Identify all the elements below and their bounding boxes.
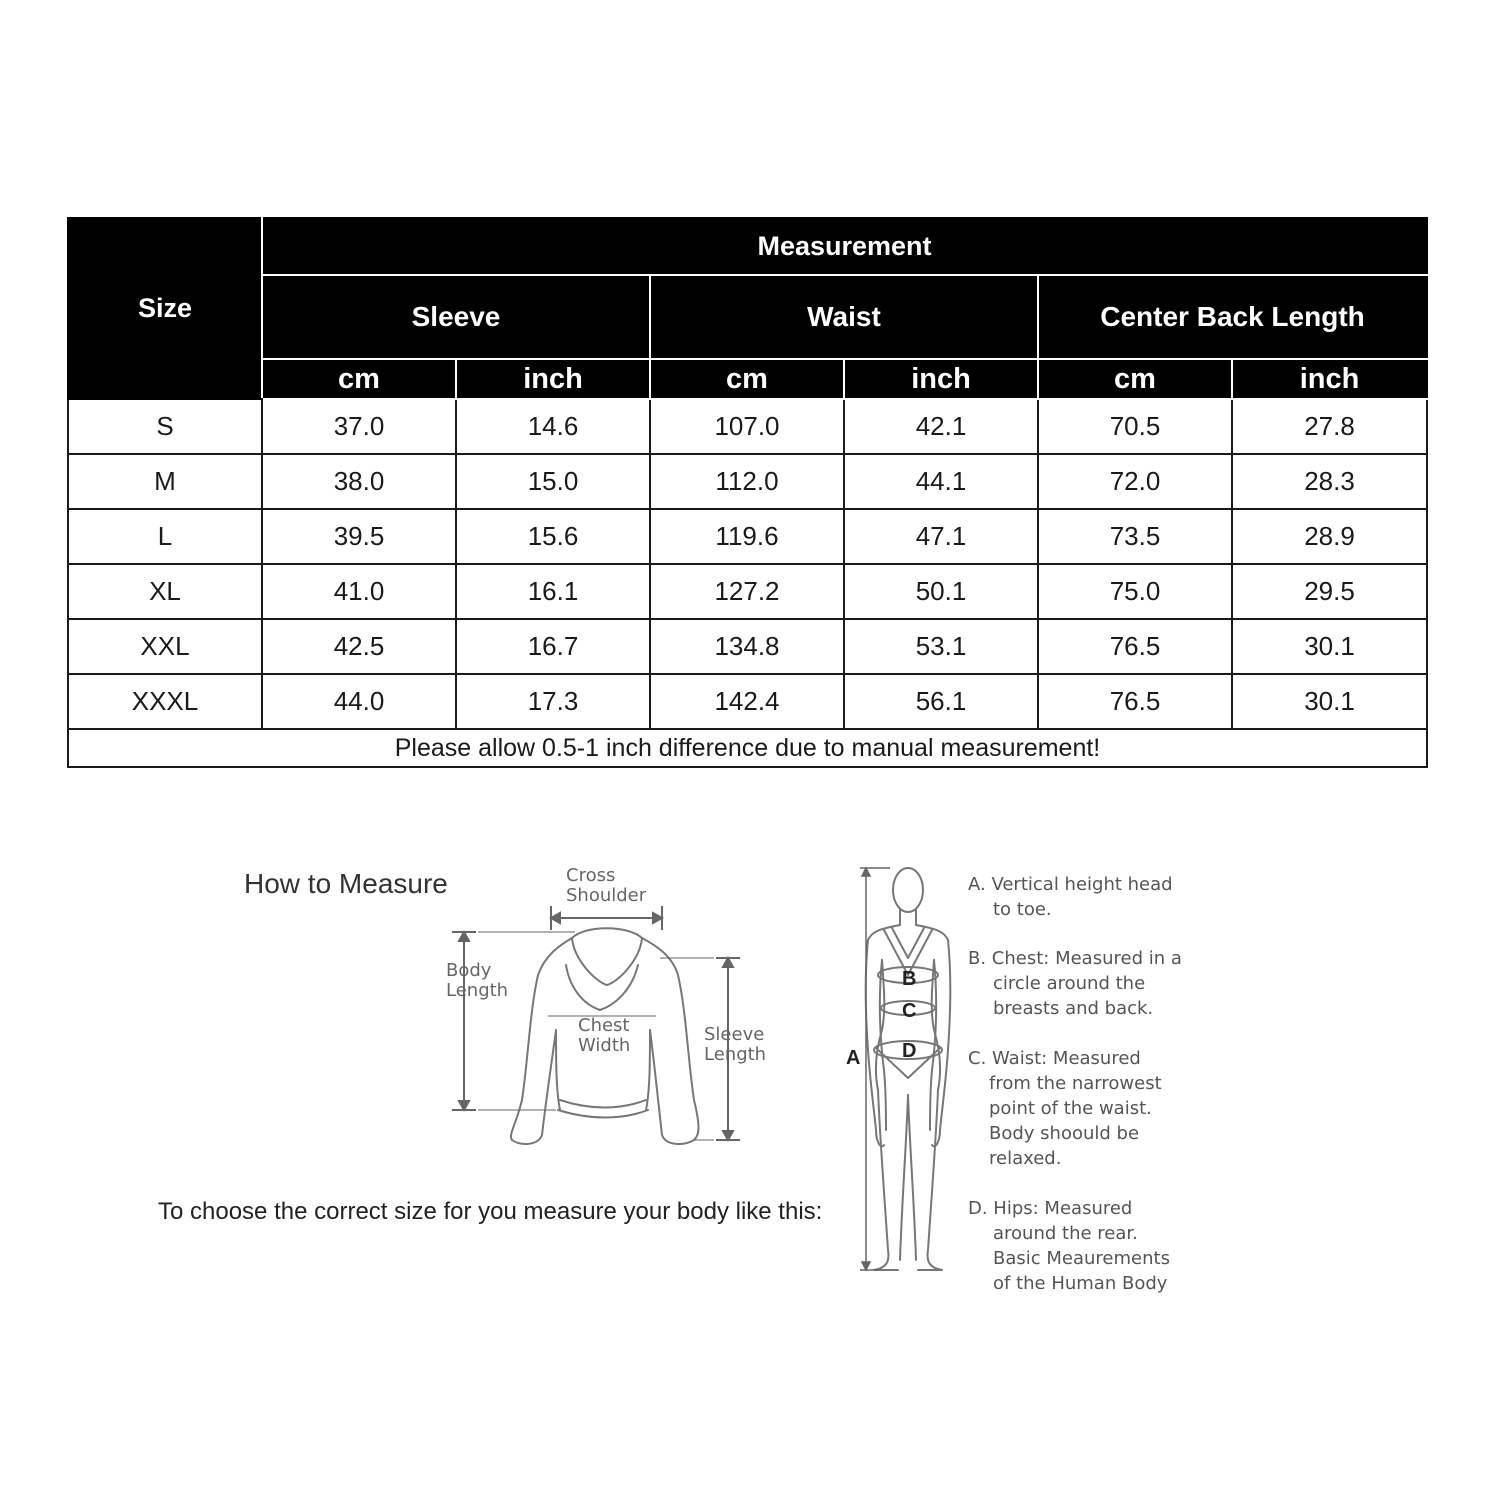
value-cell: 29.5 [1232, 564, 1427, 619]
size-cell: S [68, 399, 262, 454]
value-cell: 50.1 [844, 564, 1038, 619]
value-cell: 39.5 [262, 509, 456, 564]
value-cell: 75.0 [1038, 564, 1232, 619]
value-cell: 14.6 [456, 399, 650, 454]
size-cell: XXL [68, 619, 262, 674]
size-chart-table [67, 217, 1428, 768]
table-note-row [68, 729, 1427, 767]
table-row [68, 564, 1427, 619]
table-row [68, 454, 1427, 509]
value-cell: 30.1 [1232, 619, 1427, 674]
value-cell: 17.3 [456, 674, 650, 729]
how-to-measure-title: How to Measure [244, 868, 448, 899]
value-cell: 142.4 [650, 674, 844, 729]
value-cell: 72.0 [1038, 454, 1232, 509]
value-cell: 56.1 [844, 674, 1038, 729]
legend-item-d: D. Hips: Measured around the rear. Basic Meaurements of the Human Body [968, 1198, 1170, 1294]
choose-size-note: To choose the correct size for you measure your body like this: [158, 1198, 823, 1225]
size-header: Size [68, 218, 262, 399]
value-cell: 127.2 [650, 564, 844, 619]
value-cell: 70.5 [1038, 399, 1232, 454]
table-row [68, 399, 1427, 454]
value-cell: 134.8 [650, 619, 844, 674]
value-cell: 15.0 [456, 454, 650, 509]
legend-item-c: C. Waist: Measured from the narrowest point of the waist. Body shoould be relaxed. [968, 1048, 1162, 1169]
chest-width-label: Chest Width [578, 1015, 631, 1056]
value-cell: 27.8 [1232, 399, 1427, 454]
value-cell: 107.0 [650, 399, 844, 454]
unit-header: inch [456, 359, 650, 399]
value-cell: 15.6 [456, 509, 650, 564]
size-cell: XL [68, 564, 262, 619]
group-header-center-back-length: Center Back Length [1038, 275, 1427, 359]
unit-header: cm [262, 359, 456, 399]
body-letter-a: A [846, 1047, 861, 1069]
value-cell: 76.5 [1038, 619, 1232, 674]
body-letter-c: C [902, 1000, 917, 1022]
unit-header: inch [1232, 359, 1427, 399]
value-cell: 37.0 [262, 399, 456, 454]
value-cell: 16.1 [456, 564, 650, 619]
value-cell: 41.0 [262, 564, 456, 619]
value-cell: 76.5 [1038, 674, 1232, 729]
value-cell: 16.7 [456, 619, 650, 674]
group-header-sleeve: Sleeve [262, 275, 650, 359]
value-cell: 47.1 [844, 509, 1038, 564]
cross-shoulder-label: Cross Shoulder [566, 865, 647, 906]
measurement-header: Measurement [262, 218, 1427, 275]
value-cell: 44.0 [262, 674, 456, 729]
value-cell: 73.5 [1038, 509, 1232, 564]
value-cell: 53.1 [844, 619, 1038, 674]
size-cell: L [68, 509, 262, 564]
size-cell: XXXL [68, 674, 262, 729]
value-cell: 112.0 [650, 454, 844, 509]
table-row [68, 509, 1427, 564]
value-cell: 42.1 [844, 399, 1038, 454]
legend-item-b: B. Chest: Measured in a circle around the breasts and back. [968, 948, 1182, 1019]
unit-header: cm [650, 359, 844, 399]
table-row [68, 619, 1427, 674]
value-cell: 30.1 [1232, 674, 1427, 729]
body-letter-b: B [902, 968, 917, 990]
value-cell: 28.9 [1232, 509, 1427, 564]
size-cell: M [68, 454, 262, 509]
body-letter-d: D [902, 1040, 917, 1062]
value-cell: 42.5 [262, 619, 456, 674]
value-cell: 28.3 [1232, 454, 1427, 509]
unit-header: inch [844, 359, 1038, 399]
legend-item-a: A. Vertical height head to toe. [968, 874, 1173, 920]
sleeve-length-label: Sleeve Length [704, 1024, 767, 1065]
unit-header: cm [1038, 359, 1232, 399]
body-length-label: Body Length [446, 960, 509, 1001]
value-cell: 119.6 [650, 509, 844, 564]
measurement-note: Please allow 0.5-1 inch difference due to manual measurement! [68, 729, 1427, 767]
value-cell: 38.0 [262, 454, 456, 509]
value-cell: 44.1 [844, 454, 1038, 509]
table-row [68, 674, 1427, 729]
group-header-waist: Waist [650, 275, 1038, 359]
